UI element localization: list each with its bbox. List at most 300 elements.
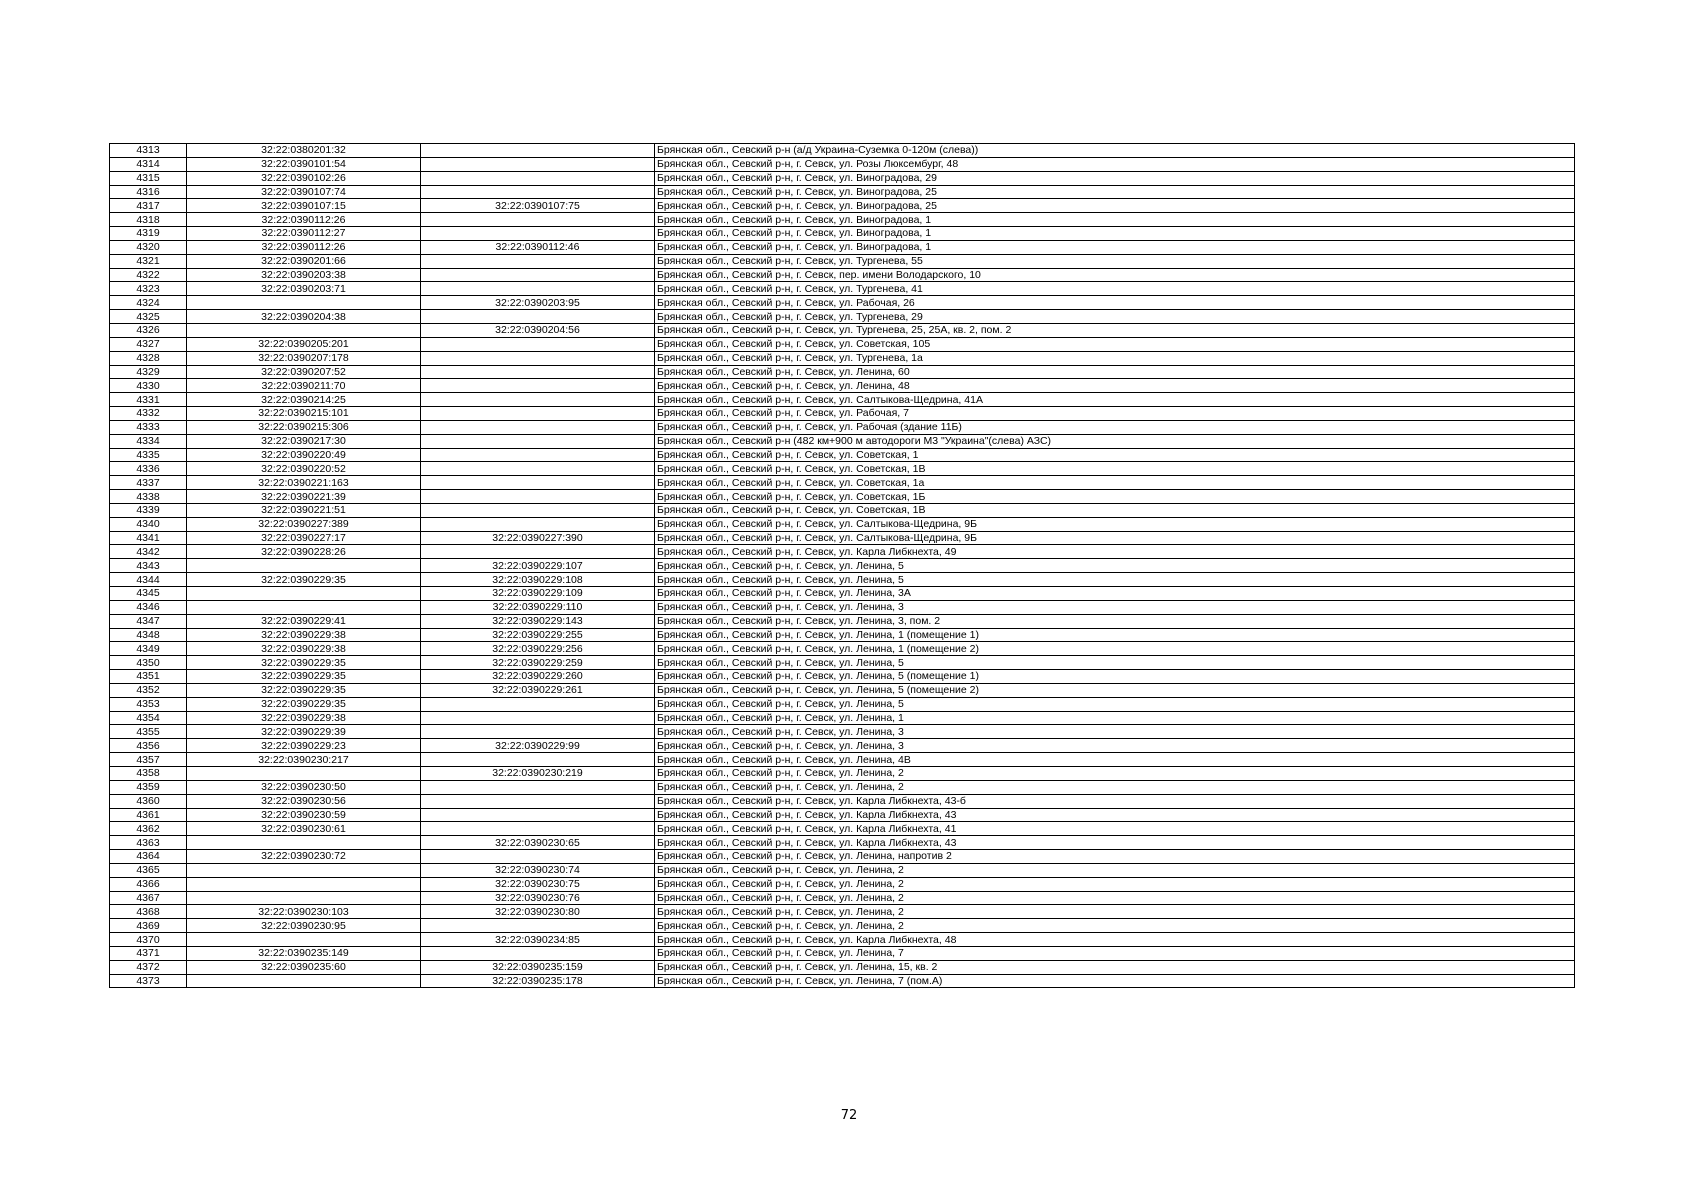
registry-table [109, 143, 1575, 988]
land-cadastral-number-cell [187, 933, 421, 947]
row-number-cell: 4356 [110, 739, 187, 753]
address-cell: Брянская обл., Севский р-н, г. Севск, ул. Тургенева, 25, 25А, кв. 2, пом. 2 [655, 323, 1575, 337]
land-cadastral-number-cell [187, 323, 421, 337]
building-cadastral-number-cell: 32:22:0390229:260 [421, 670, 655, 684]
row-number-cell: 4339 [110, 503, 187, 517]
row-number-cell: 4335 [110, 448, 187, 462]
row-number-cell: 4330 [110, 379, 187, 393]
table-row [110, 296, 1575, 310]
row-number-cell: 4314 [110, 157, 187, 171]
row-number-cell: 4350 [110, 656, 187, 670]
building-cadastral-number-cell [421, 490, 655, 504]
address-cell: Брянская обл., Севский р-н, г. Севск, ул. Виноградова, 25 [655, 199, 1575, 213]
address-cell: Брянская обл., Севский р-н, г. Севск, ул. Ленина, 5 [655, 559, 1575, 573]
table-row [110, 448, 1575, 462]
building-cadastral-number-cell: 32:22:0390229:143 [421, 614, 655, 628]
table-row [110, 157, 1575, 171]
land-cadastral-number-cell [187, 974, 421, 988]
table-row [110, 503, 1575, 517]
address-cell: Брянская обл., Севский р-н, г. Севск, ул. Советская, 1 [655, 448, 1575, 462]
address-cell: Брянская обл., Севский р-н, г. Севск, ул. Советская, 105 [655, 337, 1575, 351]
land-cadastral-number-cell: 32:22:0390207:52 [187, 365, 421, 379]
building-cadastral-number-cell [421, 434, 655, 448]
table-row [110, 227, 1575, 241]
row-number-cell: 4369 [110, 919, 187, 933]
address-cell: Брянская обл., Севский р-н, г. Севск, ул. Ленина, 2 [655, 863, 1575, 877]
address-cell: Брянская обл., Севский р-н, г. Севск, ул. Виноградова, 1 [655, 227, 1575, 241]
address-cell: Брянская обл., Севский р-н, г. Севск, ул. Ленина, 2 [655, 877, 1575, 891]
table-row [110, 697, 1575, 711]
building-cadastral-number-cell [421, 794, 655, 808]
row-number-cell: 4318 [110, 213, 187, 227]
building-cadastral-number-cell: 32:22:0390230:65 [421, 836, 655, 850]
table-row [110, 144, 1575, 158]
address-cell: Брянская обл., Севский р-н, г. Севск, ул. Ленина, 5 [655, 656, 1575, 670]
table-row [110, 974, 1575, 988]
land-cadastral-number-cell: 32:22:0390112:27 [187, 227, 421, 241]
building-cadastral-number-cell [421, 517, 655, 531]
address-cell: Брянская обл., Севский р-н, г. Севск, ул. Ленина, 1 (помещение 1) [655, 628, 1575, 642]
address-cell: Брянская обл., Севский р-н, г. Севск, ул. Карла Либкнехта, 43 [655, 808, 1575, 822]
building-cadastral-number-cell [421, 822, 655, 836]
address-cell: Брянская обл., Севский р-н, г. Севск, ул. Салтыкова-Щедрина, 41А [655, 393, 1575, 407]
building-cadastral-number-cell [421, 545, 655, 559]
address-cell: Брянская обл., Севский р-н, г. Севск, ул. Ленина, 3 [655, 600, 1575, 614]
land-cadastral-number-cell: 32:22:0390203:71 [187, 282, 421, 296]
row-number-cell: 4370 [110, 933, 187, 947]
land-cadastral-number-cell: 32:22:0390229:35 [187, 573, 421, 587]
row-number-cell: 4326 [110, 323, 187, 337]
land-cadastral-number-cell [187, 559, 421, 573]
table-row [110, 310, 1575, 324]
address-cell: Брянская обл., Севский р-н, г. Севск, ул. Ленина, 3А [655, 587, 1575, 601]
table-row [110, 393, 1575, 407]
land-cadastral-number-cell: 32:22:0390215:306 [187, 420, 421, 434]
land-cadastral-number-cell: 32:22:0390221:163 [187, 476, 421, 490]
table-row [110, 254, 1575, 268]
land-cadastral-number-cell: 32:22:0390215:101 [187, 407, 421, 421]
building-cadastral-number-cell: 32:22:0390230:219 [421, 766, 655, 780]
address-cell: Брянская обл., Севский р-н (482 км+900 м автодороги М3 "Украина"(слева) АЗС) [655, 434, 1575, 448]
table-row [110, 780, 1575, 794]
row-number-cell: 4362 [110, 822, 187, 836]
land-cadastral-number-cell: 32:22:0390228:26 [187, 545, 421, 559]
row-number-cell: 4328 [110, 351, 187, 365]
row-number-cell: 4361 [110, 808, 187, 822]
table-row [110, 919, 1575, 933]
table-row [110, 282, 1575, 296]
row-number-cell: 4354 [110, 711, 187, 725]
row-number-cell: 4323 [110, 282, 187, 296]
building-cadastral-number-cell: 32:22:0390230:75 [421, 877, 655, 891]
address-cell: Брянская обл., Севский р-н, г. Севск, ул. Советская, 1а [655, 476, 1575, 490]
row-number-cell: 4359 [110, 780, 187, 794]
land-cadastral-number-cell: 32:22:0390229:38 [187, 628, 421, 642]
land-cadastral-number-cell [187, 863, 421, 877]
building-cadastral-number-cell: 32:22:0390229:99 [421, 739, 655, 753]
table-row [110, 656, 1575, 670]
land-cadastral-number-cell: 32:22:0380201:32 [187, 144, 421, 158]
building-cadastral-number-cell [421, 946, 655, 960]
table-row [110, 213, 1575, 227]
land-cadastral-number-cell: 32:22:0390112:26 [187, 213, 421, 227]
address-cell: Брянская обл., Севский р-н, г. Севск, ул. Ленина, 2 [655, 780, 1575, 794]
building-cadastral-number-cell [421, 282, 655, 296]
table-row [110, 933, 1575, 947]
table-row [110, 531, 1575, 545]
building-cadastral-number-cell [421, 753, 655, 767]
row-number-cell: 4329 [110, 365, 187, 379]
building-cadastral-number-cell [421, 448, 655, 462]
row-number-cell: 4348 [110, 628, 187, 642]
address-cell: Брянская обл., Севский р-н, г. Севск, ул. Ленина, 2 [655, 919, 1575, 933]
table-row [110, 171, 1575, 185]
row-number-cell: 4345 [110, 587, 187, 601]
table-row [110, 683, 1575, 697]
table-row [110, 462, 1575, 476]
address-cell: Брянская обл., Севский р-н, г. Севск, ул. Ленина, 5 (помещение 2) [655, 683, 1575, 697]
land-cadastral-number-cell: 32:22:0390203:38 [187, 268, 421, 282]
row-number-cell: 4319 [110, 227, 187, 241]
row-number-cell: 4364 [110, 850, 187, 864]
table-row [110, 420, 1575, 434]
registry-table-body [110, 144, 1575, 988]
land-cadastral-number-cell: 32:22:0390235:149 [187, 946, 421, 960]
land-cadastral-number-cell: 32:22:0390229:35 [187, 670, 421, 684]
building-cadastral-number-cell: 32:22:0390229:107 [421, 559, 655, 573]
address-cell: Брянская обл., Севский р-н, г. Севск, ул. Салтыкова-Щедрина, 9Б [655, 531, 1575, 545]
address-cell: Брянская обл., Севский р-н, г. Севск, ул. Советская, 1В [655, 462, 1575, 476]
land-cadastral-number-cell: 32:22:0390211:70 [187, 379, 421, 393]
row-number-cell: 4352 [110, 683, 187, 697]
address-cell: Брянская обл., Севский р-н, г. Севск, ул. Тургенева, 29 [655, 310, 1575, 324]
table-row [110, 268, 1575, 282]
building-cadastral-number-cell: 32:22:0390229:255 [421, 628, 655, 642]
address-cell: Брянская обл., Севский р-н, г. Севск, ул. Рабочая, 7 [655, 407, 1575, 421]
address-cell: Брянская обл., Севский р-н, г. Севск, ул. Виноградова, 1 [655, 240, 1575, 254]
address-cell: Брянская обл., Севский р-н, г. Севск, ул. Ленина, 3 [655, 739, 1575, 753]
row-number-cell: 4351 [110, 670, 187, 684]
land-cadastral-number-cell: 32:22:0390229:23 [187, 739, 421, 753]
building-cadastral-number-cell [421, 503, 655, 517]
row-number-cell: 4333 [110, 420, 187, 434]
building-cadastral-number-cell [421, 351, 655, 365]
building-cadastral-number-cell [421, 171, 655, 185]
table-row [110, 960, 1575, 974]
building-cadastral-number-cell [421, 420, 655, 434]
land-cadastral-number-cell: 32:22:0390230:50 [187, 780, 421, 794]
table-row [110, 517, 1575, 531]
row-number-cell: 4324 [110, 296, 187, 310]
address-cell: Брянская обл., Севский р-н, г. Севск, ул. Советская, 1В [655, 503, 1575, 517]
row-number-cell: 4321 [110, 254, 187, 268]
table-row [110, 863, 1575, 877]
table-row [110, 240, 1575, 254]
building-cadastral-number-cell [421, 310, 655, 324]
address-cell: Брянская обл., Севский р-н, г. Севск, ул. Ленина, 1 (помещение 2) [655, 642, 1575, 656]
address-cell: Брянская обл., Севский р-н, г. Севск, ул. Ленина, 7 [655, 946, 1575, 960]
building-cadastral-number-cell: 32:22:0390234:85 [421, 933, 655, 947]
table-row [110, 323, 1575, 337]
land-cadastral-number-cell: 32:22:0390107:74 [187, 185, 421, 199]
address-cell: Брянская обл., Севский р-н, г. Севск, ул. Тургенева, 41 [655, 282, 1575, 296]
table-row [110, 587, 1575, 601]
address-cell: Брянская обл., Севский р-н, г. Севск, ул. Ленина, 1 [655, 711, 1575, 725]
land-cadastral-number-cell: 32:22:0390201:66 [187, 254, 421, 268]
land-cadastral-number-cell: 32:22:0390230:72 [187, 850, 421, 864]
land-cadastral-number-cell: 32:22:0390207:178 [187, 351, 421, 365]
table-row [110, 185, 1575, 199]
land-cadastral-number-cell: 32:22:0390229:38 [187, 711, 421, 725]
address-cell: Брянская обл., Севский р-н, г. Севск, ул. Ленина, 2 [655, 891, 1575, 905]
row-number-cell: 4367 [110, 891, 187, 905]
table-row [110, 628, 1575, 642]
land-cadastral-number-cell [187, 600, 421, 614]
land-cadastral-number-cell: 32:22:0390217:30 [187, 434, 421, 448]
land-cadastral-number-cell: 32:22:0390235:60 [187, 960, 421, 974]
land-cadastral-number-cell: 32:22:0390230:61 [187, 822, 421, 836]
building-cadastral-number-cell [421, 476, 655, 490]
table-row [110, 753, 1575, 767]
row-number-cell: 4325 [110, 310, 187, 324]
table-row [110, 337, 1575, 351]
building-cadastral-number-cell [421, 711, 655, 725]
land-cadastral-number-cell: 32:22:0390220:52 [187, 462, 421, 476]
address-cell: Брянская обл., Севский р-н, г. Севск, ул. Ленина, 5 (помещение 1) [655, 670, 1575, 684]
land-cadastral-number-cell: 32:22:0390229:38 [187, 642, 421, 656]
address-cell: Брянская обл., Севский р-н, г. Севск, ул. Ленина, 15, кв. 2 [655, 960, 1575, 974]
building-cadastral-number-cell [421, 697, 655, 711]
row-number-cell: 4332 [110, 407, 187, 421]
land-cadastral-number-cell [187, 877, 421, 891]
row-number-cell: 4342 [110, 545, 187, 559]
land-cadastral-number-cell: 32:22:0390205:201 [187, 337, 421, 351]
row-number-cell: 4316 [110, 185, 187, 199]
table-row [110, 850, 1575, 864]
row-number-cell: 4353 [110, 697, 187, 711]
land-cadastral-number-cell: 32:22:0390204:38 [187, 310, 421, 324]
address-cell: Брянская обл., Севский р-н, г. Севск, ул. Виноградова, 29 [655, 171, 1575, 185]
address-cell: Брянская обл., Севский р-н, г. Севск, ул. Ленина, 48 [655, 379, 1575, 393]
table-row [110, 946, 1575, 960]
table-row [110, 725, 1575, 739]
building-cadastral-number-cell: 32:22:0390235:159 [421, 960, 655, 974]
building-cadastral-number-cell [421, 268, 655, 282]
row-number-cell: 4340 [110, 517, 187, 531]
row-number-cell: 4366 [110, 877, 187, 891]
land-cadastral-number-cell: 32:22:0390230:95 [187, 919, 421, 933]
land-cadastral-number-cell: 32:22:0390229:35 [187, 697, 421, 711]
building-cadastral-number-cell [421, 185, 655, 199]
address-cell: Брянская обл., Севский р-н, г. Севск, ул. Виноградова, 25 [655, 185, 1575, 199]
address-cell: Брянская обл., Севский р-н, г. Севск, пер. имени Володарского, 10 [655, 268, 1575, 282]
land-cadastral-number-cell: 32:22:0390101:54 [187, 157, 421, 171]
table-row [110, 545, 1575, 559]
row-number-cell: 4327 [110, 337, 187, 351]
address-cell: Брянская обл., Севский р-н, г. Севск, ул. Ленина, 3 [655, 725, 1575, 739]
address-cell: Брянская обл., Севский р-н (а/д Украина-Суземка 0-120м (слева)) [655, 144, 1575, 158]
row-number-cell: 4343 [110, 559, 187, 573]
land-cadastral-number-cell: 32:22:0390227:389 [187, 517, 421, 531]
table-row [110, 642, 1575, 656]
building-cadastral-number-cell: 32:22:0390230:80 [421, 905, 655, 919]
row-number-cell: 4363 [110, 836, 187, 850]
land-cadastral-number-cell: 32:22:0390229:35 [187, 656, 421, 670]
building-cadastral-number-cell [421, 725, 655, 739]
building-cadastral-number-cell [421, 227, 655, 241]
building-cadastral-number-cell [421, 213, 655, 227]
building-cadastral-number-cell [421, 365, 655, 379]
address-cell: Брянская обл., Севский р-н, г. Севск, ул. Тургенева, 55 [655, 254, 1575, 268]
building-cadastral-number-cell: 32:22:0390203:95 [421, 296, 655, 310]
row-number-cell: 4338 [110, 490, 187, 504]
address-cell: Брянская обл., Севский р-н, г. Севск, ул. Карла Либкнехта, 41 [655, 822, 1575, 836]
row-number-cell: 4337 [110, 476, 187, 490]
land-cadastral-number-cell [187, 587, 421, 601]
address-cell: Брянская обл., Севский р-н, г. Севск, ул. Ленина, 2 [655, 905, 1575, 919]
address-cell: Брянская обл., Севский р-н, г. Севск, ул. Ленина, 3, пом. 2 [655, 614, 1575, 628]
land-cadastral-number-cell: 32:22:0390102:26 [187, 171, 421, 185]
land-cadastral-number-cell: 32:22:0390227:17 [187, 531, 421, 545]
row-number-cell: 4360 [110, 794, 187, 808]
land-cadastral-number-cell: 32:22:0390112:26 [187, 240, 421, 254]
address-cell: Брянская обл., Севский р-н, г. Севск, ул. Салтыкова-Щедрина, 9Б [655, 517, 1575, 531]
address-cell: Брянская обл., Севский р-н, г. Севск, ул. Рабочая, 26 [655, 296, 1575, 310]
table-row [110, 808, 1575, 822]
building-cadastral-number-cell: 32:22:0390229:110 [421, 600, 655, 614]
table-row [110, 600, 1575, 614]
land-cadastral-number-cell [187, 891, 421, 905]
table-row [110, 877, 1575, 891]
building-cadastral-number-cell: 32:22:0390229:256 [421, 642, 655, 656]
building-cadastral-number-cell: 32:22:0390229:261 [421, 683, 655, 697]
table-row [110, 794, 1575, 808]
building-cadastral-number-cell: 32:22:0390107:75 [421, 199, 655, 213]
building-cadastral-number-cell [421, 919, 655, 933]
table-row [110, 670, 1575, 684]
row-number-cell: 4346 [110, 600, 187, 614]
building-cadastral-number-cell [421, 337, 655, 351]
row-number-cell: 4344 [110, 573, 187, 587]
building-cadastral-number-cell: 32:22:0390229:109 [421, 587, 655, 601]
row-number-cell: 4372 [110, 960, 187, 974]
building-cadastral-number-cell: 32:22:0390230:76 [421, 891, 655, 905]
building-cadastral-number-cell: 32:22:0390229:259 [421, 656, 655, 670]
row-number-cell: 4317 [110, 199, 187, 213]
row-number-cell: 4365 [110, 863, 187, 877]
land-cadastral-number-cell: 32:22:0390214:25 [187, 393, 421, 407]
table-row [110, 891, 1575, 905]
address-cell: Брянская обл., Севский р-н, г. Севск, ул. Карла Либкнехта, 43-б [655, 794, 1575, 808]
page-number: 72 [840, 1108, 858, 1123]
address-cell: Брянская обл., Севский р-н, г. Севск, ул. Ленина, 2 [655, 766, 1575, 780]
address-cell: Брянская обл., Севский р-н, г. Севск, ул. Рабочая (здание 11Б) [655, 420, 1575, 434]
land-cadastral-number-cell [187, 836, 421, 850]
row-number-cell: 4349 [110, 642, 187, 656]
address-cell: Брянская обл., Севский р-н, г. Севск, ул. Ленина, 5 [655, 697, 1575, 711]
building-cadastral-number-cell [421, 379, 655, 393]
land-cadastral-number-cell: 32:22:0390221:39 [187, 490, 421, 504]
table-row [110, 351, 1575, 365]
land-cadastral-number-cell: 32:22:0390220:49 [187, 448, 421, 462]
building-cadastral-number-cell [421, 407, 655, 421]
row-number-cell: 4315 [110, 171, 187, 185]
building-cadastral-number-cell: 32:22:0390229:108 [421, 573, 655, 587]
row-number-cell: 4341 [110, 531, 187, 545]
building-cadastral-number-cell: 32:22:0390230:74 [421, 863, 655, 877]
row-number-cell: 4347 [110, 614, 187, 628]
table-row [110, 614, 1575, 628]
table-row [110, 905, 1575, 919]
table-row [110, 739, 1575, 753]
building-cadastral-number-cell [421, 780, 655, 794]
row-number-cell: 4322 [110, 268, 187, 282]
building-cadastral-number-cell [421, 157, 655, 171]
row-number-cell: 4373 [110, 974, 187, 988]
table-row [110, 379, 1575, 393]
row-number-cell: 4331 [110, 393, 187, 407]
table-row [110, 822, 1575, 836]
address-cell: Брянская обл., Севский р-н, г. Севск, ул. Виноградова, 1 [655, 213, 1575, 227]
row-number-cell: 4320 [110, 240, 187, 254]
row-number-cell: 4357 [110, 753, 187, 767]
table-row [110, 559, 1575, 573]
building-cadastral-number-cell: 32:22:0390227:390 [421, 531, 655, 545]
land-cadastral-number-cell [187, 766, 421, 780]
land-cadastral-number-cell: 32:22:0390230:217 [187, 753, 421, 767]
land-cadastral-number-cell: 32:22:0390229:39 [187, 725, 421, 739]
row-number-cell: 4358 [110, 766, 187, 780]
row-number-cell: 4371 [110, 946, 187, 960]
building-cadastral-number-cell [421, 254, 655, 268]
address-cell: Брянская обл., Севский р-н, г. Севск, ул. Советская, 1Б [655, 490, 1575, 504]
table-row [110, 490, 1575, 504]
land-cadastral-number-cell: 32:22:0390107:15 [187, 199, 421, 213]
table-row [110, 836, 1575, 850]
address-cell: Брянская обл., Севский р-н, г. Севск, ул. Ленина, напротив 2 [655, 850, 1575, 864]
row-number-cell: 4334 [110, 434, 187, 448]
building-cadastral-number-cell: 32:22:0390235:178 [421, 974, 655, 988]
building-cadastral-number-cell [421, 393, 655, 407]
address-cell: Брянская обл., Севский р-н, г. Севск, ул. Карла Либкнехта, 43 [655, 836, 1575, 850]
address-cell: Брянская обл., Севский р-н, г. Севск, ул. Ленина, 60 [655, 365, 1575, 379]
address-cell: Брянская обл., Севский р-н, г. Севск, ул. Розы Люксембург, 48 [655, 157, 1575, 171]
row-number-cell: 4313 [110, 144, 187, 158]
address-cell: Брянская обл., Севский р-н, г. Севск, ул. Ленина, 5 [655, 573, 1575, 587]
row-number-cell: 4355 [110, 725, 187, 739]
address-cell: Брянская обл., Севский р-н, г. Севск, ул. Тургенева, 1а [655, 351, 1575, 365]
building-cadastral-number-cell [421, 144, 655, 158]
table-row [110, 434, 1575, 448]
building-cadastral-number-cell: 32:22:0390204:56 [421, 323, 655, 337]
building-cadastral-number-cell [421, 850, 655, 864]
address-cell: Брянская обл., Севский р-н, г. Севск, ул. Ленина, 4В [655, 753, 1575, 767]
table-row [110, 573, 1575, 587]
building-cadastral-number-cell [421, 808, 655, 822]
address-cell: Брянская обл., Севский р-н, г. Севск, ул. Ленина, 7 (пом.А) [655, 974, 1575, 988]
address-cell: Брянская обл., Севский р-н, г. Севск, ул. Карла Либкнехта, 49 [655, 545, 1575, 559]
table-row [110, 766, 1575, 780]
table-row [110, 407, 1575, 421]
table-row [110, 476, 1575, 490]
row-number-cell: 4368 [110, 905, 187, 919]
land-cadastral-number-cell: 32:22:0390221:51 [187, 503, 421, 517]
land-cadastral-number-cell: 32:22:0390230:59 [187, 808, 421, 822]
building-cadastral-number-cell: 32:22:0390112:46 [421, 240, 655, 254]
land-cadastral-number-cell: 32:22:0390230:103 [187, 905, 421, 919]
address-cell: Брянская обл., Севский р-н, г. Севск, ул. Карла Либкнехта, 48 [655, 933, 1575, 947]
row-number-cell: 4336 [110, 462, 187, 476]
